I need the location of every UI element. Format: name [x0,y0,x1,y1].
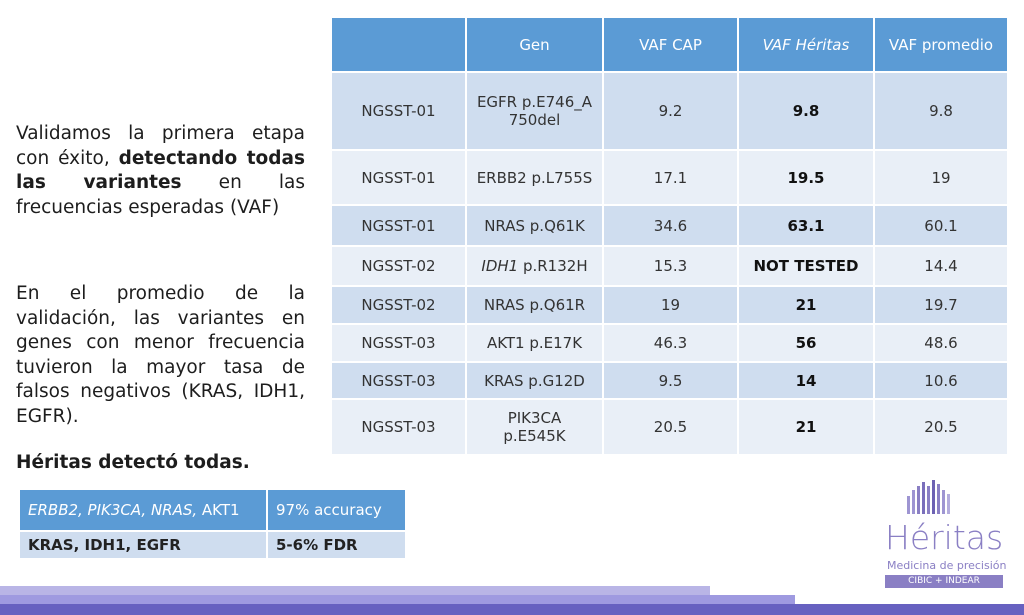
cell-sample: NGSST-02 [331,246,466,286]
table-row [331,205,1008,246]
cell-sample: NGSST-02 [331,286,466,324]
genes-italic: ERBB2, PIK3CA, NRAS, [28,501,198,519]
cell-sample: NGSST-03 [331,362,466,399]
cell-heritas: NOT TESTED [738,246,874,286]
summary-row [19,489,406,531]
intro-text: Validamos la primera etapa con éxito, [16,123,305,169]
cell-heritas: 19.5 [738,150,874,205]
cell-cap: 46.3 [603,324,738,362]
summary-value: 97% accuracy [267,489,406,531]
cell-sample: NGSST-01 [331,150,466,205]
summary-genes [19,489,267,531]
cell-heritas: 21 [738,286,874,324]
footer-band [0,595,795,604]
heritas-logo [885,478,1007,590]
cell-avg: 9.8 [874,72,1008,150]
table-row [331,72,1008,150]
gene-rest: p.R132H [518,257,588,275]
logo-bars-icon [905,480,965,516]
header-vaf-cap: VAF CAP [603,17,738,72]
cell-avg: 60.1 [874,205,1008,246]
header-vaf-heritas: VAF Héritas [738,17,874,72]
cell-gene: NRAS p.Q61R [466,286,603,324]
table-row [331,324,1008,362]
intro-highlight: detectando todas las variantes [16,147,305,193]
cell-gene: NRAS p.Q61K [466,205,603,246]
cell-cap: 9.5 [603,362,738,399]
cell-sample: NGSST-01 [331,72,466,150]
logo-band: CIBIC + INDEAR [885,575,1003,588]
header-vaf-avg: VAF promedio [874,17,1008,72]
conclusion-text: Héritas detectó todas. [16,452,250,473]
cell-heritas: 63.1 [738,205,874,246]
cell-avg: 19 [874,150,1008,205]
validation-paragraph: En el promedio de la validación, las variantes en genes con menor frecuencia tuvieron la mayor tasa de falsos negativos (KRAS, IDH1, EGFR). [16,283,305,427]
cell-heritas: 14 [738,362,874,399]
cell-avg: 48.6 [874,324,1008,362]
intro-paragraph [16,122,305,220]
summary-row [19,531,406,559]
cell-avg: 19.7 [874,286,1008,324]
table-row [331,286,1008,324]
cell-cap: 19 [603,286,738,324]
cell-cap: 17.1 [603,150,738,205]
cell-sample: NGSST-03 [331,399,466,455]
cell-gene: ERBB2 p.L755S [466,150,603,205]
cell-gene: EGFR p.E746_A750del [466,72,603,150]
cell-avg: 14.4 [874,246,1008,286]
table-row [331,150,1008,205]
cell-gene: KRAS p.G12D [466,362,603,399]
genes-rest: AKT1 [197,501,240,519]
cell-gene: AKT1 p.E17K [466,324,603,362]
cell-cap: 20.5 [603,399,738,455]
footer-band [0,604,1024,615]
header-gene: Gen [466,17,603,72]
cell-avg: 20.5 [874,399,1008,455]
table-row [331,399,1008,455]
gene-italic: IDH1 [481,257,519,275]
summary-value: 5-6% FDR [267,531,406,559]
cell-heritas: 21 [738,399,874,455]
vaf-table [330,16,1009,456]
table-row [331,246,1008,286]
summary-table [18,488,407,560]
cell-cap: 34.6 [603,205,738,246]
logo-tagline: Medicina de precisión [887,559,1007,572]
cell-gene: PIK3CA p.E545K [466,399,603,455]
cell-heritas: 9.8 [738,72,874,150]
cell-heritas: 56 [738,324,874,362]
cell-sample: NGSST-03 [331,324,466,362]
intro-text-end: en las frecuencias esperadas (VAF) [16,172,306,218]
header-sample [331,17,466,72]
table-header-row [331,17,1008,72]
table-row [331,362,1008,399]
summary-genes: KRAS, IDH1, EGFR [19,531,267,559]
cell-gene [466,246,603,286]
logo-name: Héritas [885,518,1004,557]
cell-sample: NGSST-01 [331,205,466,246]
cell-cap: 15.3 [603,246,738,286]
footer-band [0,586,710,595]
cell-avg: 10.6 [874,362,1008,399]
cell-cap: 9.2 [603,72,738,150]
